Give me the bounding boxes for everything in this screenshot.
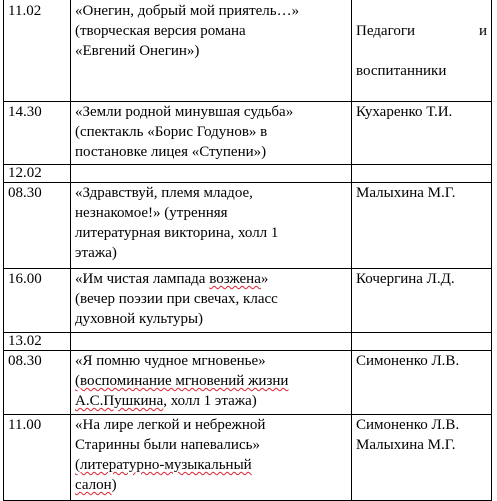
table-row [4, 183, 492, 269]
responsible-cell [352, 165, 492, 183]
time-cell: 11.00 [4, 415, 71, 501]
table-row [4, 333, 492, 351]
responsible-cell [352, 333, 492, 351]
event-cell [71, 333, 352, 351]
spellcheck-underline: (литературно-музыкальный салон [75, 457, 252, 493]
table-row [4, 415, 492, 501]
event-cell: «Онегин, добрый мой приятель…» (творческая версия романа «Евгений Онегин») [71, 0, 352, 102]
schedule-table [3, 0, 492, 501]
table-row [4, 269, 492, 333]
time-cell: 14.30 [4, 102, 71, 165]
responsible-cell: Малыхина М.Г. [352, 183, 492, 269]
time-cell: 08.30 [4, 351, 71, 415]
table-row [4, 102, 492, 165]
responsible-line: воспитанники [356, 63, 447, 79]
date-cell: 12.02 [4, 165, 71, 183]
spellcheck-underline: (воспоминание мгновений жизни А.С.Пушкина [75, 373, 289, 409]
time-cell: 16.00 [4, 269, 71, 333]
event-cell: «Я помню чудное мгновенье» (воспоминание мгновений жизни А.С.Пушкина, холл 1 этажа) [71, 351, 352, 415]
responsible-cell: Кухаренко Т.И. [352, 102, 492, 165]
table-row [4, 351, 492, 415]
date-cell: 13.02 [4, 333, 71, 351]
event-cell: «На лире легкой и небрежной Старинны были напевались» (литературно-музыкальный салон) [71, 415, 352, 501]
time-cell: 08.30 [4, 183, 71, 269]
responsible-cell: Симоненко Л.В. [352, 351, 492, 415]
table-row [4, 165, 492, 183]
responsible-cell: Кочергина Л.Д. [352, 269, 492, 333]
spellcheck-underline: возжена [209, 271, 261, 287]
time-cell: 11.02 [4, 0, 71, 102]
responsible-cell: Симоненко Л.В. Малыхина М.Г. [352, 415, 492, 501]
table-row [4, 0, 492, 102]
responsible-cell [352, 0, 492, 102]
event-cell: «Им чистая лампада возжена» (вечер поэзии при свечах, класс духовной культуры) [71, 269, 352, 333]
event-cell: «Здравствуй, племя младое, незнакомое!» (утренняя литературная викторина, холл 1 этажа) [71, 183, 352, 269]
event-cell [71, 165, 352, 183]
event-cell: «Земли родной минувшая судьба» (спектакль «Борис Годунов» в постановке лицея «Ступени») [71, 102, 352, 165]
responsible-line: Педагоги и [356, 23, 487, 39]
